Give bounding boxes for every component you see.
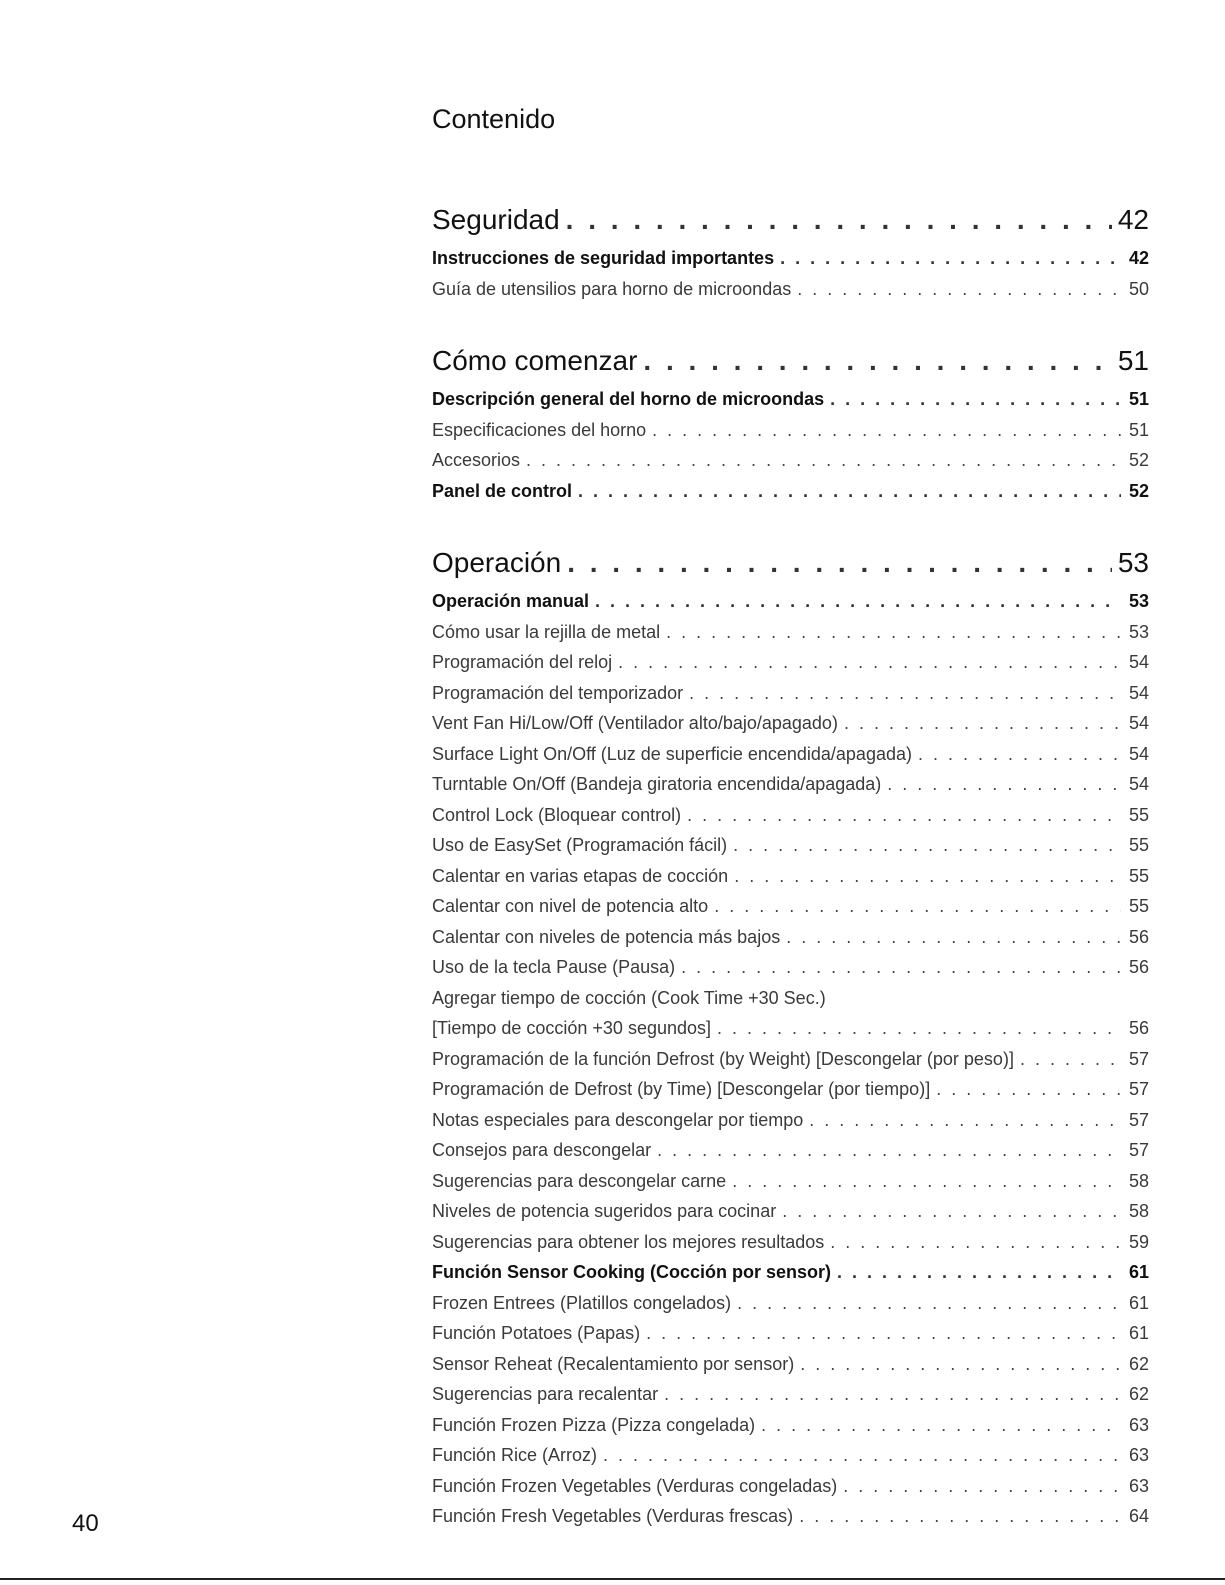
dot-leader — [643, 338, 1111, 384]
toc-entry[interactable] — [432, 1501, 1149, 1532]
entry-page: 57 — [1128, 1109, 1149, 1130]
entry-label: Niveles de potencia sugeridos para cocinar — [432, 1201, 777, 1221]
toc-entry[interactable] — [432, 1196, 1149, 1227]
section-gap — [432, 506, 1149, 540]
entry-page: 54 — [1128, 743, 1149, 764]
bottom-rule — [0, 1578, 1225, 1580]
entry-page: 52 — [1128, 450, 1149, 470]
toc-entry[interactable] — [432, 983, 1149, 1044]
dot-leader — [578, 476, 1121, 507]
section-gap — [432, 304, 1149, 338]
entry-page: 50 — [1128, 278, 1149, 299]
dot-leader — [797, 274, 1121, 305]
entry-page: 57 — [1128, 1140, 1149, 1160]
entry-label: Frozen Entrees (Platillos congelados) — [432, 1292, 732, 1313]
dot-leader — [666, 617, 1121, 648]
toc-entry[interactable] — [432, 1044, 1149, 1075]
entry-page: 54 — [1128, 713, 1149, 733]
entry-label: Control Lock (Bloquear control) — [432, 804, 682, 825]
dot-leader — [786, 922, 1121, 953]
entry-label: Función Fresh Vegetables (Verduras frescas) — [432, 1506, 794, 1526]
dot-leader — [526, 445, 1121, 476]
section-title: Seguridad — [432, 204, 560, 235]
dot-leader — [782, 1196, 1121, 1227]
entry-label: Función Frozen Pizza (Pizza congelada) — [432, 1414, 756, 1435]
toc-entry[interactable] — [432, 647, 1149, 678]
toc-entry[interactable] — [432, 1349, 1149, 1380]
entry-label: Uso de EasySet (Programación fácil) — [432, 835, 728, 855]
entry-label: Función Frozen Vegetables (Verduras congeladas) — [432, 1475, 838, 1496]
entry-page: 42 — [1128, 248, 1149, 268]
entry-page: 55 — [1128, 835, 1149, 855]
section-heading[interactable] — [432, 197, 1149, 243]
entry-label: Programación del reloj — [432, 652, 613, 672]
entry-label: Especificaciones del horno — [432, 419, 647, 440]
toc-subheading[interactable] — [432, 384, 1149, 415]
toc-entry[interactable] — [432, 861, 1149, 892]
entry-label: Uso de la tecla Pause (Pausa) — [432, 957, 676, 977]
toc-subheading[interactable] — [432, 476, 1149, 507]
dot-leader — [657, 1135, 1121, 1166]
entry-page: 63 — [1128, 1414, 1149, 1435]
toc-entry[interactable] — [432, 1074, 1149, 1105]
toc-entry[interactable] — [432, 274, 1149, 305]
entry-page: 61 — [1128, 1292, 1149, 1313]
entry-page: 64 — [1128, 1506, 1149, 1526]
entry-label: Cómo usar la rejilla de metal — [432, 621, 661, 642]
entry-page: 58 — [1128, 1201, 1149, 1221]
entry-page: 61 — [1128, 1323, 1149, 1343]
entry-page: 56 — [1128, 1018, 1149, 1038]
toc-subheading[interactable] — [432, 243, 1149, 274]
dot-leader — [799, 1501, 1121, 1532]
entry-label: Programación de Defrost (by Time) [Descongelar (por tiempo)] — [432, 1079, 931, 1099]
dot-leader — [800, 1349, 1121, 1380]
entry-label: Calentar con nivel de potencia alto — [432, 896, 709, 916]
dot-leader — [1020, 1044, 1121, 1075]
entry-label: Sugerencias para obtener los mejores resultados — [432, 1231, 825, 1252]
entry-page: 53 — [1128, 591, 1149, 611]
toc-section — [432, 338, 1149, 506]
entry-label: Calentar en varias etapas de cocción — [432, 865, 729, 886]
entry-label: Instrucciones de seguridad importantes — [432, 248, 775, 268]
toc-entry[interactable] — [432, 617, 1149, 648]
dot-leader — [717, 1013, 1121, 1044]
entry-page: 55 — [1128, 804, 1149, 825]
entry-page: 54 — [1128, 652, 1149, 672]
toc-section — [432, 540, 1149, 1532]
dot-leader — [567, 540, 1112, 586]
entry-label: Calentar con niveles de potencia más bajos — [432, 926, 781, 947]
entry-label: Función Potatoes (Papas) — [432, 1323, 641, 1343]
toc-entry[interactable] — [432, 445, 1149, 476]
dot-leader — [664, 1379, 1121, 1410]
entry-label: Sensor Reheat (Recalentamiento por sensor) — [432, 1353, 795, 1374]
entry-label: Consejos para descongelar — [432, 1140, 652, 1160]
toc-subheading[interactable] — [432, 1257, 1149, 1288]
entry-page: 63 — [1128, 1445, 1149, 1465]
entry-page: 59 — [1128, 1231, 1149, 1252]
dot-leader — [566, 197, 1112, 243]
toc-entry[interactable] — [432, 739, 1149, 770]
toc-section — [432, 197, 1149, 304]
toc-entry[interactable] — [432, 1379, 1149, 1410]
section-title: Operación — [432, 547, 562, 578]
toc-entry[interactable] — [432, 708, 1149, 739]
section-page: 51 — [1117, 345, 1149, 376]
dot-leader — [761, 1410, 1121, 1441]
page-title: Contenido — [432, 104, 556, 134]
entry-page: 53 — [1128, 621, 1149, 642]
entry-page: 54 — [1128, 682, 1149, 703]
dot-leader — [918, 739, 1121, 770]
entry-page: 63 — [1128, 1475, 1149, 1496]
dot-leader — [830, 384, 1121, 415]
toc-entry[interactable] — [432, 1318, 1149, 1349]
dot-leader — [936, 1074, 1121, 1105]
entry-page: 51 — [1128, 419, 1149, 440]
entry-label: Turntable On/Off (Bandeja giratoria encendida/apagada) — [432, 774, 882, 794]
toc-entry[interactable] — [432, 830, 1149, 861]
toc-entry[interactable] — [432, 1166, 1149, 1197]
entry-label: Sugerencias para recalentar — [432, 1384, 659, 1404]
entry-label: Surface Light On/Off (Luz de superficie encendida/apagada) — [432, 743, 912, 764]
entry-label: Programación del temporizador — [432, 682, 684, 703]
entry-label: Función Sensor Cooking (Cocción por sensor) — [432, 1262, 832, 1282]
dot-leader — [595, 586, 1121, 617]
table-of-contents — [432, 197, 1149, 1532]
dot-leader — [618, 647, 1121, 678]
dot-leader — [689, 678, 1121, 709]
entry-label-continued: [Tiempo de cocción +30 segundos] — [432, 1018, 712, 1038]
dot-leader — [844, 708, 1121, 739]
toc-entry[interactable] — [432, 800, 1149, 831]
toc-entry[interactable] — [432, 415, 1149, 446]
entry-page: 62 — [1128, 1353, 1149, 1374]
page-number: 40 — [72, 1510, 99, 1537]
entry-page: 57 — [1128, 1048, 1149, 1069]
entry-label: Función Rice (Arroz) — [432, 1445, 598, 1465]
dot-leader — [733, 830, 1121, 861]
toc-entry[interactable] — [432, 922, 1149, 953]
entry-page: 55 — [1128, 865, 1149, 886]
entry-page: 54 — [1128, 774, 1149, 794]
toc-entry[interactable] — [432, 1471, 1149, 1502]
entry-page: 56 — [1128, 957, 1149, 977]
entry-label: Guía de utensilios para horno de microondas — [432, 278, 792, 299]
toc-entry[interactable] — [432, 1135, 1149, 1166]
entry-page: 62 — [1128, 1384, 1149, 1404]
dot-leader — [837, 1257, 1121, 1288]
entry-label: Programación de la función Defrost (by Weight) [Descongelar (por peso)] — [432, 1048, 1014, 1069]
entry-page: 57 — [1128, 1079, 1149, 1099]
dot-leader — [681, 952, 1121, 983]
entry-label: Operación manual — [432, 591, 590, 611]
entry-page: 61 — [1128, 1262, 1149, 1282]
toc-entry[interactable] — [432, 1288, 1149, 1319]
dot-leader — [714, 891, 1121, 922]
toc-entry[interactable] — [432, 678, 1149, 709]
entry-page: 52 — [1128, 480, 1149, 501]
toc-subheading[interactable] — [432, 586, 1149, 617]
section-heading[interactable] — [432, 540, 1149, 586]
entry-label: Accesorios — [432, 450, 521, 470]
dot-leader — [734, 861, 1121, 892]
toc-entry[interactable] — [432, 891, 1149, 922]
dot-leader — [843, 1471, 1121, 1502]
dot-leader — [652, 415, 1121, 446]
dot-leader — [603, 1440, 1121, 1471]
toc-entry[interactable] — [432, 1227, 1149, 1258]
section-heading[interactable] — [432, 338, 1149, 384]
section-title: Cómo comenzar — [432, 345, 638, 376]
dot-leader — [646, 1318, 1121, 1349]
toc-entry[interactable] — [432, 1440, 1149, 1471]
dot-leader — [809, 1105, 1121, 1136]
entry-label: Sugerencias para descongelar carne — [432, 1170, 727, 1191]
entry-page: 51 — [1128, 389, 1149, 409]
dot-leader — [780, 243, 1121, 274]
dot-leader — [737, 1288, 1121, 1319]
entry-page: 58 — [1128, 1170, 1149, 1191]
toc-entry[interactable] — [432, 952, 1149, 983]
dot-leader — [687, 800, 1121, 831]
section-page: 53 — [1117, 547, 1149, 578]
entry-label: Agregar tiempo de cocción (Cook Time +30 Sec.) — [432, 987, 826, 1008]
dot-leader — [887, 769, 1121, 800]
entry-page: 56 — [1128, 926, 1149, 947]
section-page: 42 — [1117, 204, 1149, 235]
entry-label: Vent Fan Hi/Low/Off (Ventilador alto/bajo/apagado) — [432, 713, 838, 733]
toc-entry[interactable] — [432, 769, 1149, 800]
entry-page: 55 — [1128, 896, 1149, 916]
entry-label: Descripción general del horno de microondas — [432, 389, 825, 409]
entry-label: Notas especiales para descongelar por tiempo — [432, 1109, 804, 1130]
dot-leader — [732, 1166, 1121, 1197]
entry-label: Panel de control — [432, 480, 573, 501]
dot-leader — [830, 1227, 1121, 1258]
toc-entry[interactable] — [432, 1410, 1149, 1441]
toc-entry[interactable] — [432, 1105, 1149, 1136]
